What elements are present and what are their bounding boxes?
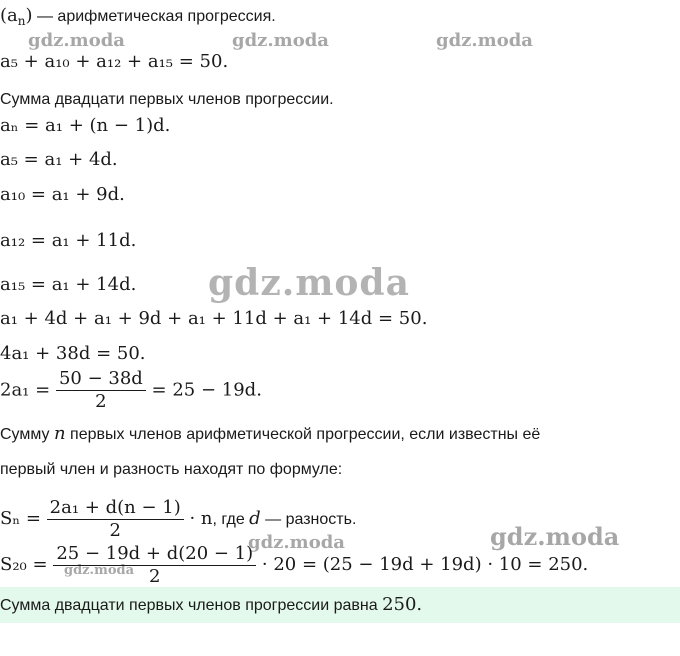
sum-formula-line xyxy=(0,494,356,545)
term-a12: a₁₂ = a₁ + 11d. xyxy=(0,230,137,251)
variable-d: d xyxy=(249,508,261,529)
sum-formula-text: — разность. xyxy=(260,511,357,528)
answer-value: 250. xyxy=(382,594,423,615)
solve-a1-line xyxy=(0,368,262,413)
fraction-denominator: 2 xyxy=(95,391,107,412)
formula-intro-text: Сумму xyxy=(0,426,54,443)
fraction xyxy=(53,543,256,588)
sequence-subscript: n xyxy=(17,14,26,28)
sequence-definition-text: — арифметическая прогрессия. xyxy=(32,8,276,25)
simplified-equation: 4a₁ + 38d = 50. xyxy=(0,343,146,364)
watermark: gdz.moda xyxy=(232,30,329,51)
watermark: gdz.moda xyxy=(28,30,125,51)
watermark: gdz.moda xyxy=(248,532,345,553)
fraction-denominator: 2 xyxy=(109,519,121,541)
s20-right: · 20 = (25 − 19d + 19d) · 10 = 250. xyxy=(256,554,589,575)
s20-left: S₂₀ = xyxy=(0,554,48,575)
formula-intro-line2: первый член и разность находят по формуле: xyxy=(0,461,343,478)
answer-box xyxy=(0,587,680,623)
fraction xyxy=(47,497,184,542)
formula-intro-text: первых членов арифметической прогрессии, если известны её xyxy=(65,426,541,443)
term-a15: a₁₅ = a₁ + 14d. xyxy=(0,274,137,295)
variable-n: n xyxy=(54,423,66,444)
watermark: gdz.moda xyxy=(490,522,620,551)
sequence-open: (a xyxy=(0,5,18,26)
general-term-formula: aₙ = a₁ + (n − 1)d. xyxy=(0,115,171,136)
fraction-numerator: 2a₁ + d(n − 1) xyxy=(47,497,184,520)
term-a10: a₁₀ = a₁ + 9d. xyxy=(0,184,125,205)
answer-line xyxy=(0,595,422,616)
sum-formula-text: , где xyxy=(212,511,250,528)
fraction-numerator: 25 − 19d + d(20 − 1) xyxy=(53,543,256,566)
watermark: gdz.moda xyxy=(208,262,410,304)
given-condition: a₅ + a₁₀ + a₁₂ + a₁₅ = 50. xyxy=(0,51,229,72)
fraction-denominator: 2 xyxy=(149,565,161,587)
watermark: gdz.moda xyxy=(64,563,135,578)
sequence-close: ) xyxy=(25,5,33,26)
fraction xyxy=(56,368,146,413)
s20-calculation-line xyxy=(0,540,588,590)
term-a5: a₅ = a₁ + 4d. xyxy=(0,149,118,170)
sum-formula-dot: · n xyxy=(183,508,213,529)
sum-equation: a₁ + 4d + a₁ + 9d + a₁ + 11d + a₁ + 14d = 50. xyxy=(0,308,428,329)
sequence-definition-line xyxy=(0,6,276,27)
sum-formula-left: Sₙ = xyxy=(0,508,41,529)
answer-text: Сумма двадцати первых членов прогрессии равна xyxy=(0,597,383,614)
fraction-numerator: 50 − 38d xyxy=(56,368,146,391)
task-statement: Сумма двадцати первых членов прогрессии. xyxy=(0,91,334,108)
solve-a1-left: 2a₁ = xyxy=(0,379,51,401)
formula-intro-line1 xyxy=(0,424,540,445)
watermark: gdz.moda xyxy=(436,30,533,51)
solve-a1-right: = 25 − 19d. xyxy=(151,379,262,401)
